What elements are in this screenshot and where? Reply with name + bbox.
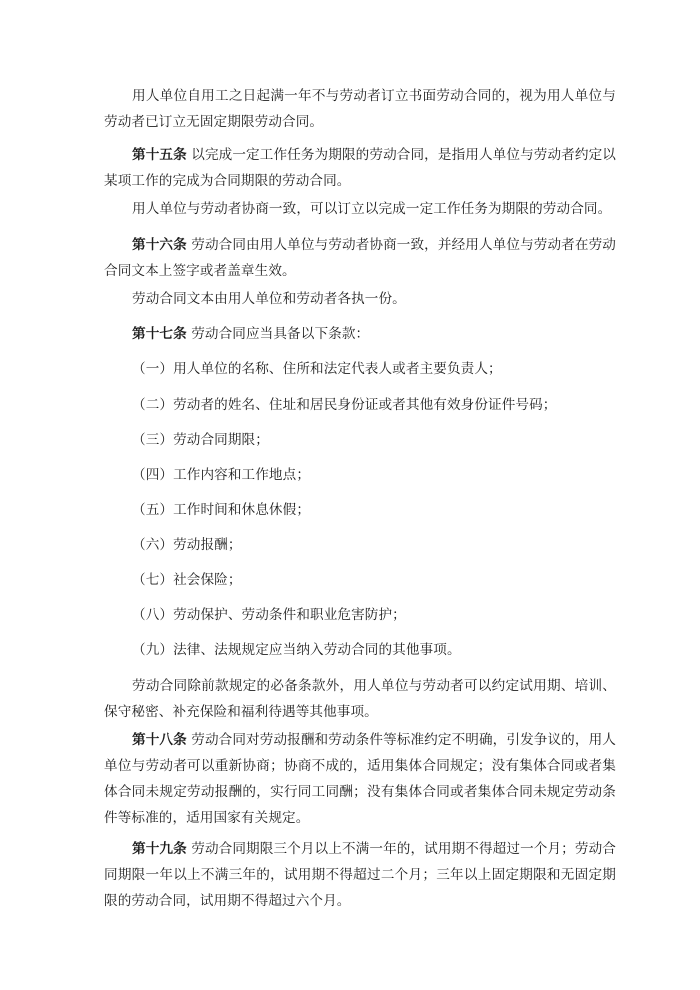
paragraph-text: 劳动合同应当具备以下条款： [186,326,370,342]
article-number: 第十八条 [132,732,187,748]
list-item [104,462,616,488]
article-number: 第十九条 [132,841,187,857]
article-number: 第十七条 [132,326,187,342]
paragraph [104,321,616,347]
paragraph [104,673,616,725]
paragraph [104,727,616,831]
paragraph-text: 用人单位与劳动者协商一致，可以订立以完成一定工作任务为期限的劳动合同。 [132,201,612,217]
paragraph [104,286,616,312]
list-item [104,356,616,382]
list-item [104,427,616,453]
list-item [104,602,616,628]
paragraph-text: （三）劳动合同期限； [132,432,269,448]
paragraph-text: （六）劳动报酬； [132,537,242,553]
paragraph-text: （七）社会保险； [132,572,242,588]
paragraph [104,83,616,135]
paragraph [104,196,616,222]
paragraph-text: 用人单位自用工之日起满一年不与劳动者订立书面劳动合同的，视为用人单位与劳动者已订立无固定期限劳动合同。 [104,88,616,130]
paragraph-text: （二）劳动者的姓名、住址和居民身份证或者其他有效身份证件号码； [132,397,557,413]
list-item [104,637,616,663]
paragraph-text: （八）劳动保护、劳动条件和职业危害防护； [132,607,406,623]
paragraph-text: 劳动合同对劳动报酬和劳动条件等标准约定不明确，引发争议的，用人单位与劳动者可以重新协商；协商不成的，适用集体合同规定；没有集体合同或者集体合同未规定劳动报酬的，实行同工同酬；没有集体合同或者集体合同未规定劳动条件等标准的，适用国家有关规定。 [104,732,616,826]
article-number: 第十五条 [132,147,187,163]
list-item [104,532,616,558]
paragraph-text: （四）工作内容和工作地点； [132,467,311,483]
paragraph-text: （五）工作时间和休息休假； [132,502,311,518]
list-item [104,497,616,523]
paragraph-text: 劳动合同文本由用人单位和劳动者各执一份。 [132,291,406,307]
paragraph-text: （一）用人单位的名称、住所和法定代表人或者主要负责人； [132,361,502,377]
paragraph [104,142,616,194]
paragraph [104,232,616,284]
paragraph-text: 劳动合同由用人单位与劳动者协商一致，并经用人单位与劳动者在劳动合同文本上签字或者盖章生效。 [104,237,616,279]
list-item [104,567,616,593]
paragraph-text: 以完成一定工作任务为期限的劳动合同，是指用人单位与劳动者约定以某项工作的完成为合同期限的劳动合同。 [104,147,616,189]
paragraph-text: 劳动合同除前款规定的必备条款外，用人单位与劳动者可以约定试用期、培训、保守秘密、补充保险和福利待遇等其他事项。 [104,678,616,720]
paragraph-text: （九）法律、法规规定应当纳入劳动合同的其他事项。 [132,642,461,658]
list-item [104,392,616,418]
paragraph [104,836,616,914]
paragraph-text: 劳动合同期限三个月以上不满一年的，试用期不得超过一个月；劳动合同期限一年以上不满三年的，试用期不得超过二个月；三年以上固定期限和无固定期限的劳动合同，试用期不得超过六个月。 [104,841,616,909]
article-number: 第十六条 [132,237,187,253]
